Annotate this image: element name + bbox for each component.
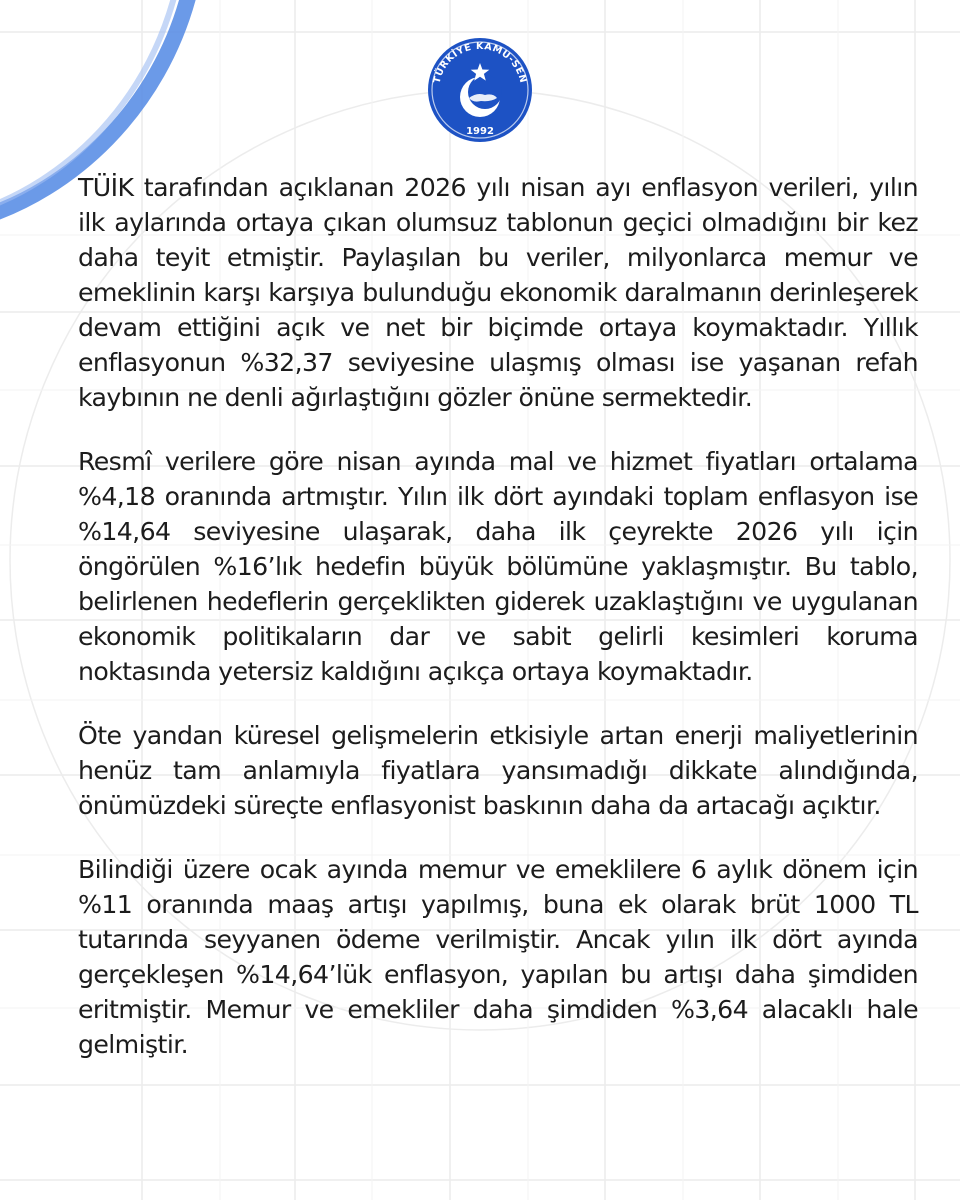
svg-text:1992: 1992 (466, 126, 494, 137)
paragraph-2: Resmî verilere göre nisan ayında mal ve hizmet fiyatları ortalama %4,18 oranında artmıştır. Yılın ilk dört ayındaki toplam enflasyon ise %14,64 seviyesine ulaşarak, daha ilk çeyrekte 2026 yılı için öngörülen %16’lık hedefin büyük bölümüne yaklaşmıştır. Bu tablo, belirlenen hedeflerin gerçeklikten giderek uzaklaştığını ve uygulanan ekonomik politikaların dar ve sabit gelirli kesimleri koruma noktasında yetersiz kaldığını açıkça ortaya koymaktadır. (78, 447, 918, 686)
paragraph-3: Öte yandan küresel gelişmelerin etkisiyle artan enerji maliyetlerinin henüz tam anlamıyla fiyatlara yansımadığı dikkate alındığında, önümüzdeki süreçte enflasyonist baskının daha da artacağı açıktır. (78, 721, 918, 820)
svg-text:TÜRKİYE KAMU-SEN: TÜRKİYE KAMU-SEN (431, 40, 529, 85)
turkiye-kamu-sen-logo (425, 30, 535, 150)
statement-body (78, 170, 918, 1091)
paragraph-4: Bilindiği üzere ocak ayında memur ve emeklilere 6 aylık dönem için %11 oranında maaş artışı yapılmış, buna ek olarak brüt 1000 TL tutarında seyyanen ödeme verilmiştir. Ancak yılın ilk dört ayında gerçekleşen %14,64’lük enflasyon, yapılan bu artışı daha şimdiden eritmiştir. Memur ve emekliler daha şimdiden %3,64 alacaklı hale gelmiştir. (78, 855, 918, 1059)
paragraph-1: TÜİK tarafından açıklanan 2026 yılı nisan ayı enflasyon verileri, yılın ilk aylarında ortaya çıkan olumsuz tablonun geçici olmadığını bir kez daha teyit etmiştir. Paylaşılan bu veriler, milyonlarca memur ve emeklinin karşı karşıya bulunduğu ekonomik daralmanın derinleşerek devam ettiğini açık ve net bir biçimde ortaya koymaktadır. Yıllık enflasyonun %32,37 seviyesine ulaşmış olması ise yaşanan refah kaybının ne denli ağırlaştığını gözler önüne sermektedir. (78, 173, 918, 412)
